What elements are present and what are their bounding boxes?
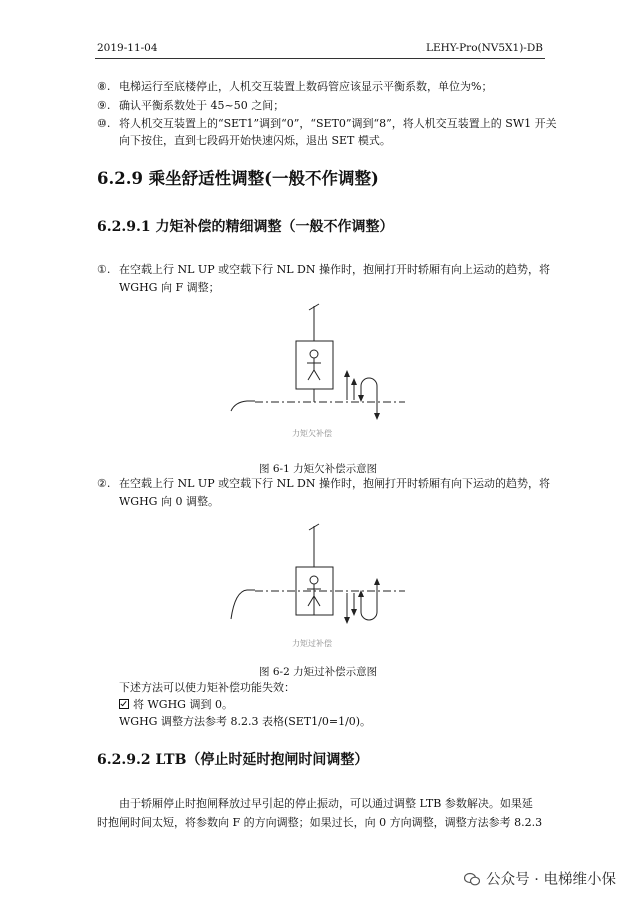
watermark-text: 公众号 · 电梯维小保 — [486, 872, 616, 888]
section-heading-6-2-9-1: 6.2.9.1 力矩补偿的精细调整（一般不作调整） — [97, 219, 394, 235]
figure-6-2-diagram — [225, 522, 425, 657]
disable-reference: WGHG 调整方法参考 8.2.3 表格(SET1/0=1/0)。 — [119, 715, 372, 728]
step-number: ⑩. — [97, 117, 111, 130]
step-number: ⑨. — [97, 99, 111, 112]
item-1-continued: WGHG 向 F 调整； — [119, 281, 220, 294]
watermark — [464, 868, 616, 889]
item-number: ②. — [97, 477, 111, 490]
header-date: 2019-11-04 — [97, 42, 158, 54]
check-item-text: 将 WGHG 调到 0。 — [133, 698, 233, 711]
caption-text: 力矩欠补偿示意图 — [289, 463, 378, 475]
ltb-paragraph-line-2: 时抱闸时间太短，将参数向 F 的方向调整；如果过长，向 0 方向调整，调整方法参考 8.2.3 — [97, 816, 543, 829]
step-8 — [97, 79, 492, 94]
step-9 — [97, 98, 284, 113]
item-1 — [97, 262, 550, 277]
caption-text: 力矩过补偿示意图 — [289, 666, 378, 678]
section-heading-6-2-9-2: 6.2.9.2 LTB（停止时延时抱闸时间调整） — [97, 752, 369, 768]
item-text: 在空载上行 NL UP 或空载下行 NL DN 操作时，抱闸打开时轿厢有向上运动的趋势，将 — [119, 263, 550, 276]
step-10 — [97, 116, 557, 131]
caption-prefix: 图 6-2 — [259, 666, 290, 678]
caption-prefix: 图 6-1 — [259, 463, 290, 475]
figure-6-1-caption — [259, 461, 377, 476]
ltb-paragraph-line-1: 由于轿厢停止时抱闸释放过早引起的停止振动，可以通过调整 LTB 参数解决。如果延 — [119, 797, 533, 810]
step-number: ⑧. — [97, 80, 111, 93]
figure-6-2-inner-label: 力矩过补偿 — [292, 639, 332, 648]
figure-6-2-caption — [259, 664, 377, 679]
item-number: ①. — [97, 263, 111, 276]
wechat-icon — [464, 872, 480, 886]
step-10-continued: 向下按住，直到七段码开始快速闪烁，退出 SET 模式。 — [119, 134, 391, 147]
step-text: 确认平衡系数处于 45~50 之间； — [119, 99, 285, 112]
header-doc-id: LEHY-Pro(NV5X1)-DB — [425, 42, 543, 54]
checkbox-icon — [119, 699, 129, 709]
disable-check-item — [119, 697, 233, 712]
disable-intro: 下述方法可以使力矩补偿功能失效： — [119, 681, 295, 694]
section-heading-6-2-9: 6.2.9 乘坐舒适性调整(一般不作调整) — [97, 169, 379, 188]
item-2 — [97, 476, 550, 491]
step-text: 电梯运行至底楼停止，人机交互装置上数码管应该显示平衡系数，单位为%； — [119, 80, 493, 93]
step-text: 将人机交互装置上的“SET1”调到“0”，“SET0”调到“8”，将人机交互装置上的 SW1 开关 — [119, 117, 557, 130]
figure-6-1-inner-label: 力矩欠补偿 — [292, 429, 332, 438]
item-2-continued: WGHG 向 0 调整。 — [119, 495, 219, 508]
header-rule — [95, 58, 545, 59]
figure-6-1-diagram — [225, 298, 425, 453]
item-text: 在空载上行 NL UP 或空载下行 NL DN 操作时，抱闸打开时轿厢有向下运动的趋势，将 — [119, 477, 550, 490]
